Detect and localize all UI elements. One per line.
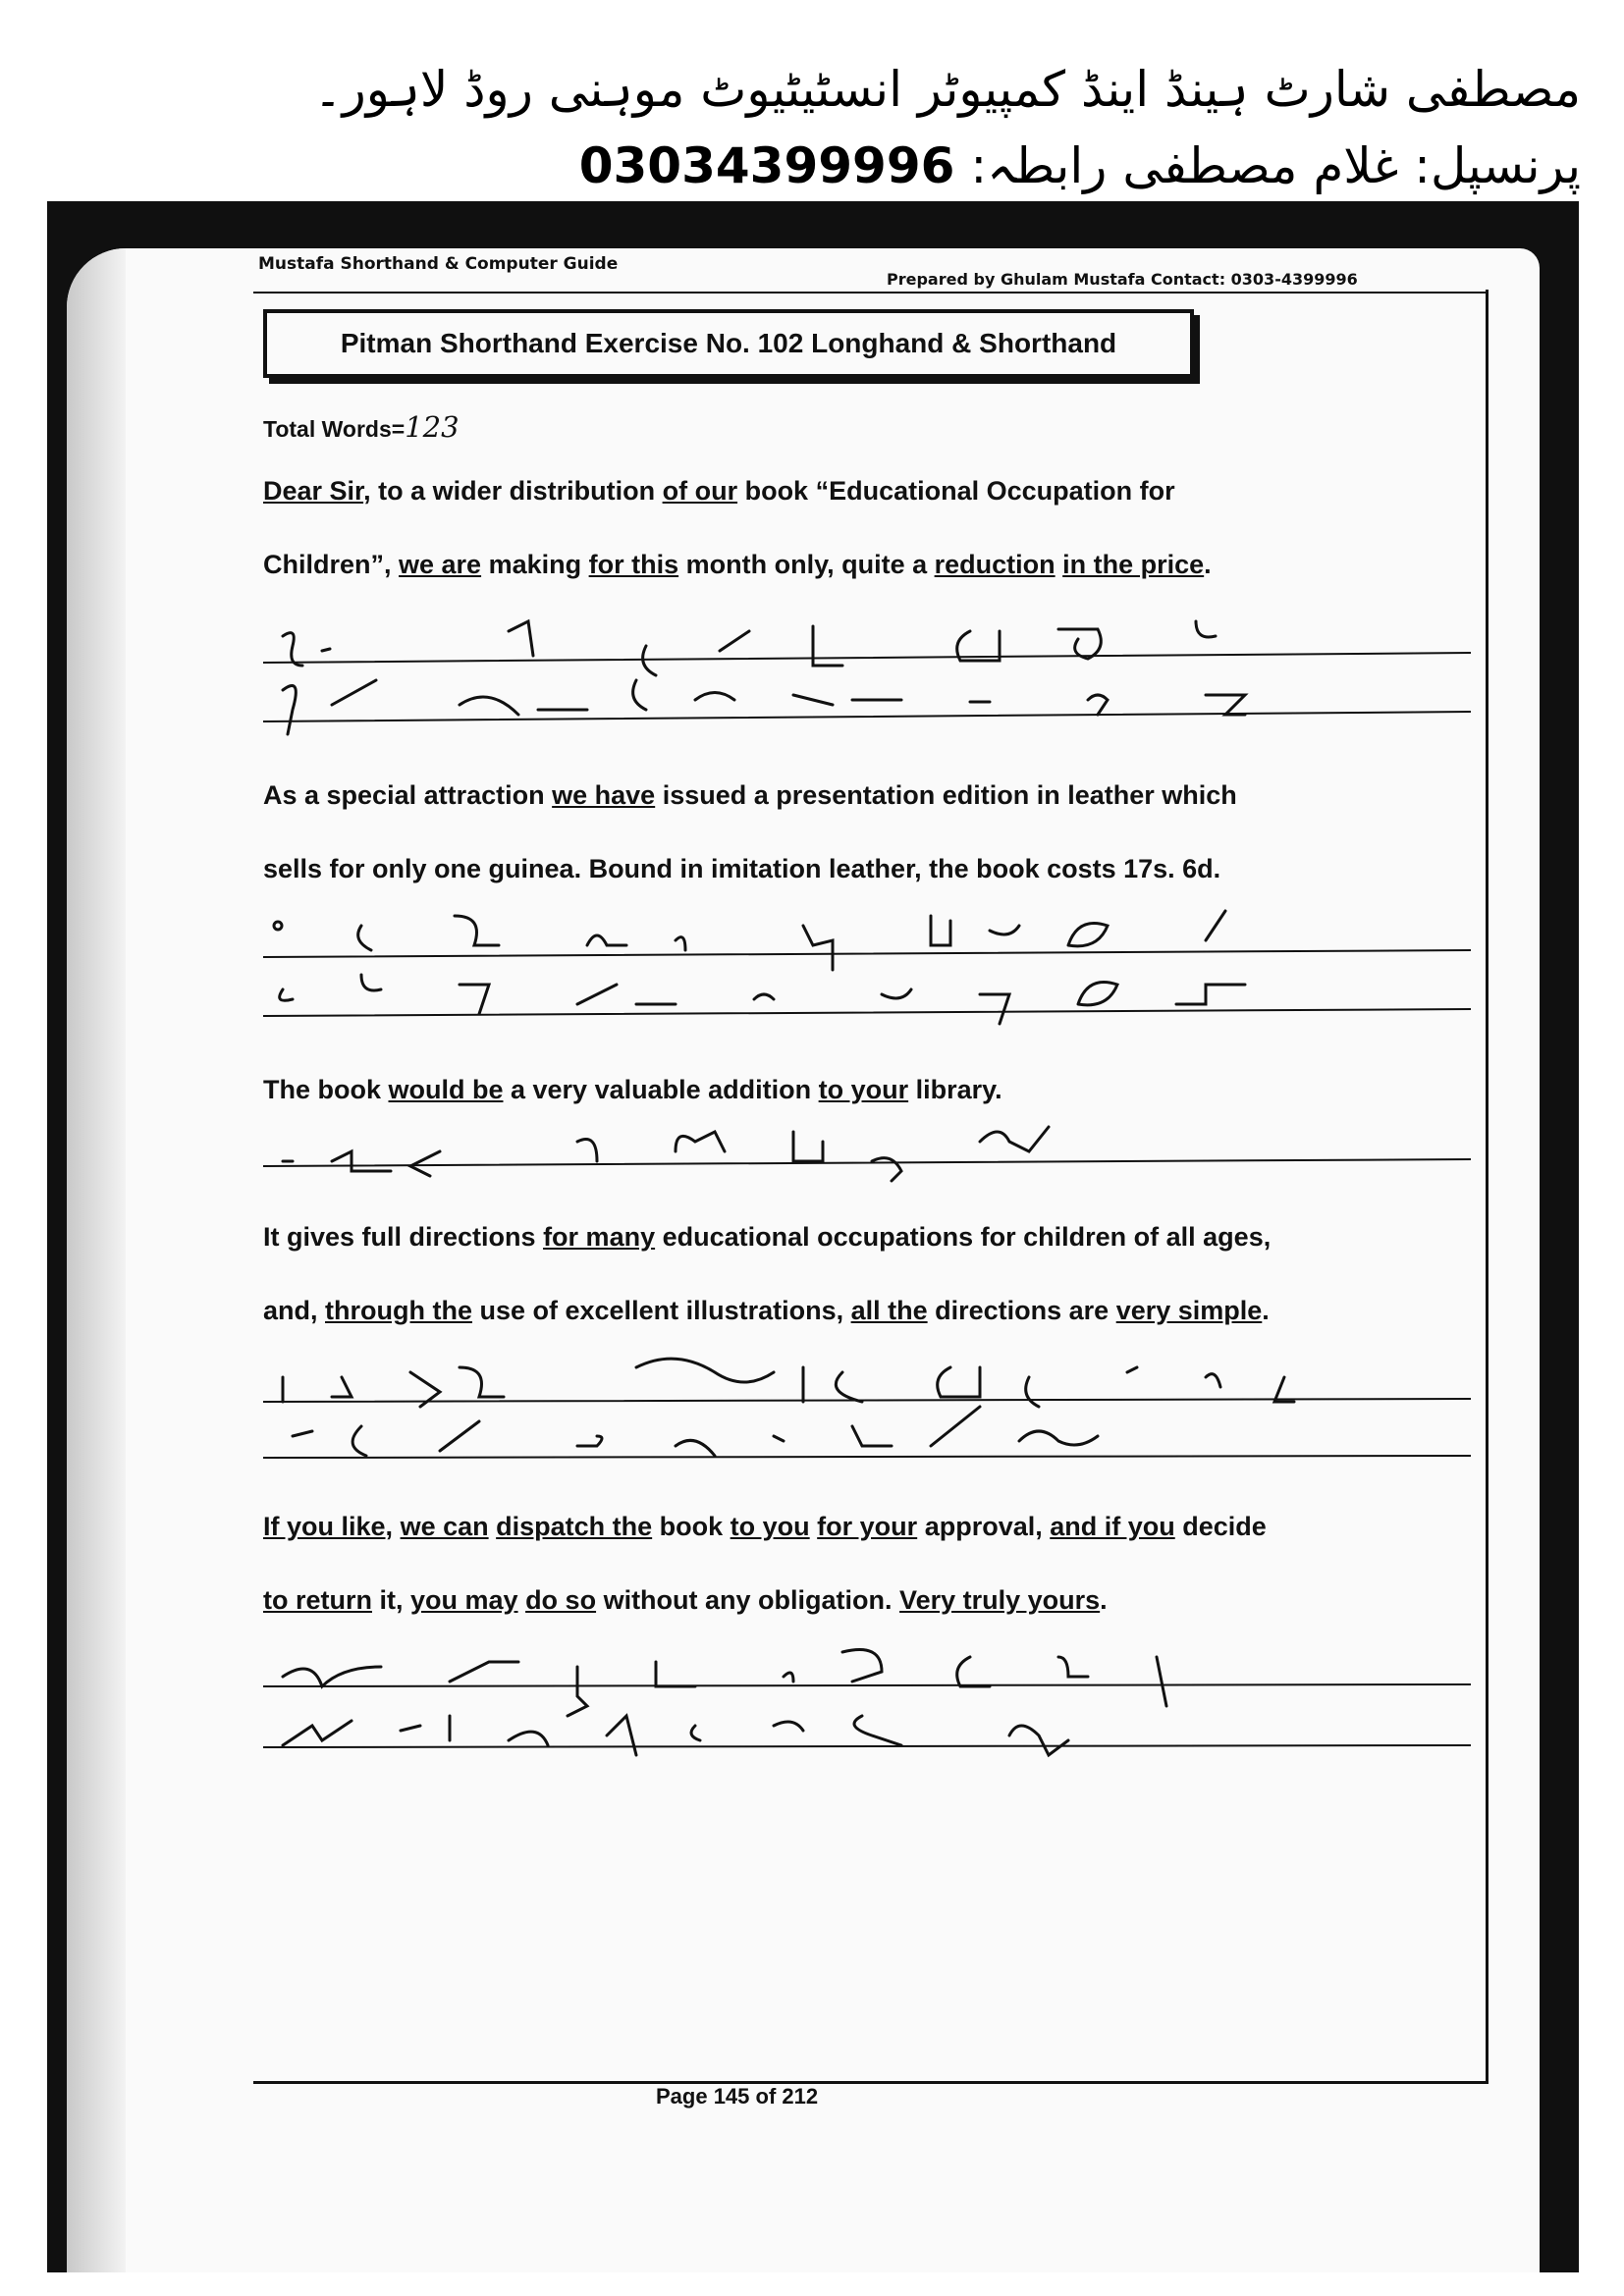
phone-number: 03034399996 [578, 137, 955, 194]
shorthand-block-5 [263, 1637, 1471, 1775]
longhand-paragraph-5 [263, 1490, 1471, 1637]
shorthand-block-4 [263, 1348, 1471, 1475]
total-words-label: Total Words= [263, 416, 406, 442]
total-words-value: 123 [405, 410, 460, 444]
longhand-line: and, through the use of excellent illustrations, all the directions are very simple. [263, 1296, 1270, 1325]
institute-name: مصطفی شارٹ ہینڈ اینڈ کمپیوٹر انسٹیٹیوٹ موہنی روڈ لاہور۔ [313, 61, 1581, 118]
longhand-line: As a special attraction we have issued a presentation edition in leather which [263, 780, 1237, 810]
longhand-line: Children”, we are making for this month only, quite a reduction in the price. [263, 550, 1212, 579]
longhand-paragraph-4 [263, 1201, 1471, 1348]
longhand-line: It gives full directions for many educational occupations for children of all ages, [263, 1222, 1272, 1252]
shorthand-block-3 [263, 1122, 1471, 1191]
longhand-line: Dear Sir, to a wider distribution of our book “Educational Occupation for [263, 476, 1175, 506]
principal-label: پرنسپل: غلام مصطفی رابطہ: [970, 137, 1581, 194]
scanned-page [47, 201, 1579, 2272]
longhand-line: If you like, we can dispatch the book to you for your approval, and if you decide [263, 1512, 1267, 1541]
shorthand-block-2 [263, 906, 1471, 1034]
longhand-line: to return it, you may do so without any obligation. Very truly yours. [263, 1585, 1108, 1615]
header-rule [253, 292, 1489, 294]
total-words [263, 410, 460, 444]
longhand-paragraph-2 [263, 759, 1471, 906]
preparer-contact: Prepared by Ghulam Mustafa Contact: 0303-4399996 [887, 270, 1358, 289]
exercise-title: Pitman Shorthand Exercise No. 102 Longhand & Shorthand [263, 309, 1194, 378]
longhand-paragraph-1 [263, 454, 1471, 602]
longhand-line: The book would be a very valuable addition to your library. [263, 1075, 1002, 1104]
page-number: Page 145 of 212 [656, 2084, 819, 2109]
paper-sheet [67, 248, 1540, 2272]
urdu-header [0, 0, 1624, 201]
shorthand-block-1 [263, 612, 1471, 739]
longhand-paragraph-3 [263, 1053, 1471, 1127]
longhand-line: sells for only one guinea. Bound in imitation leather, the book costs 17s. 6d. [263, 854, 1221, 883]
principal-contact [579, 137, 1581, 194]
guide-title: Mustafa Shorthand & Computer Guide [258, 254, 619, 274]
